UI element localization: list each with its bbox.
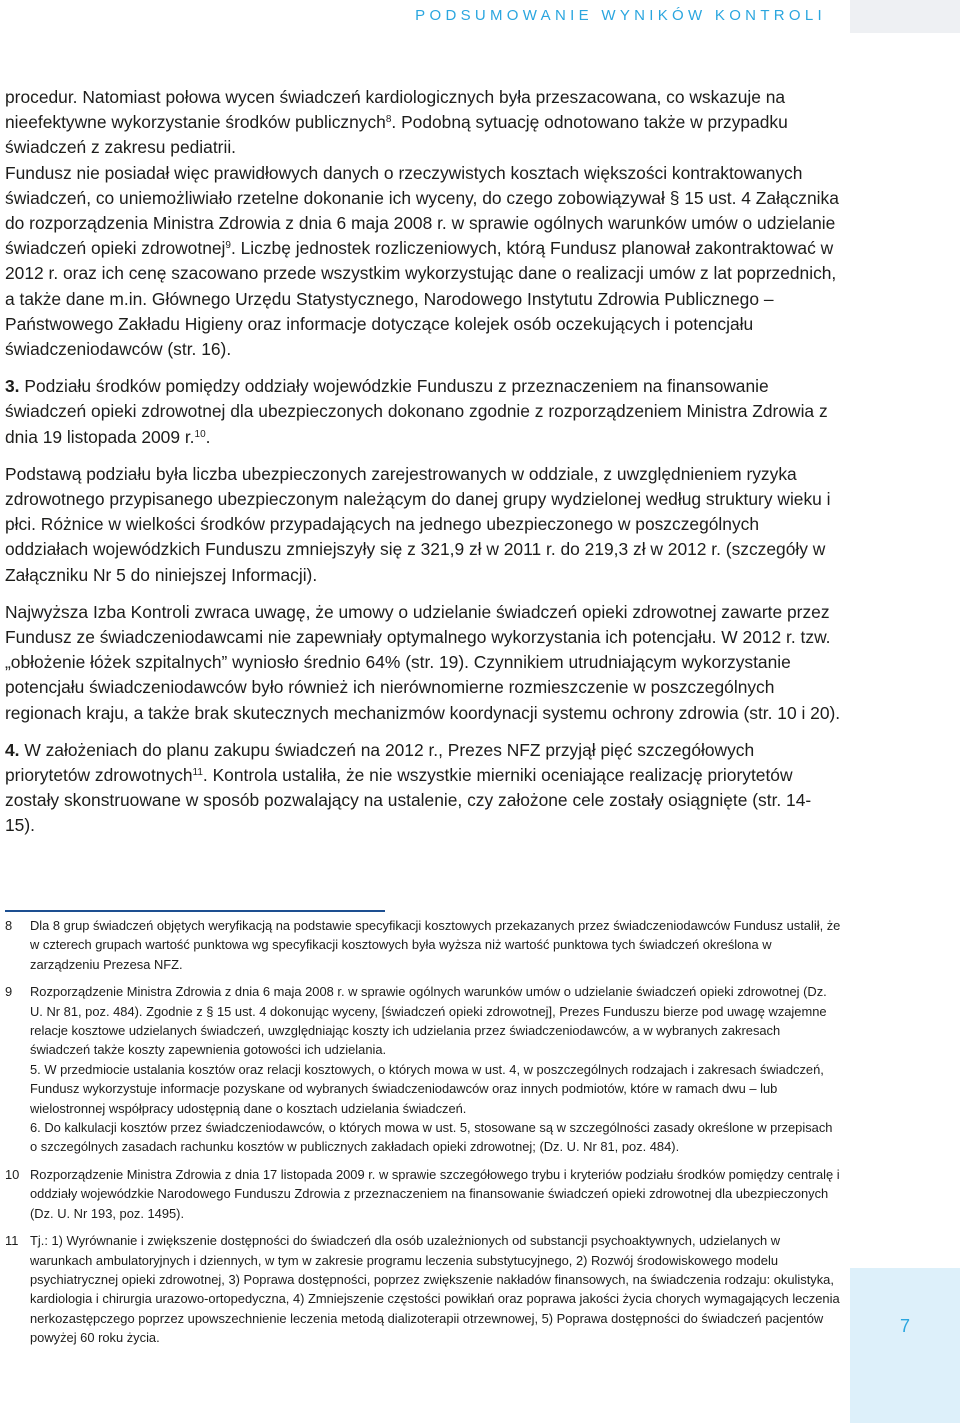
paragraph-2 [5, 161, 841, 363]
text-span: . [205, 426, 211, 447]
footnote-separator [5, 910, 385, 912]
paragraph-6 [5, 738, 841, 839]
text-span: . Liczbę jednostek rozliczeniowych, którą Fundusz planował zakontraktować w 2012 r. oraz ich cenę szacowano przede wszystkim wykorzystując dane o realizacji umów z lat poprzednich, a także dane m.in. Głównego Urzędu Statystycznego, Narodowego Instytutu Zdrowia Publicznego – Państwowego Zakładu Higieny oraz informacje dotyczące kolejek osób oczekujących i potencjału świadczeniodawców (str. 16). [5, 238, 837, 360]
footnote-number: 9 [5, 984, 13, 1000]
page-header [0, 0, 960, 35]
paragraph-4: Podstawą podziału była liczba ubezpieczonych zarejestrowanych w oddziale, z uwzględnieniem ryzyka zdrowotnego przypisanego ubezpieczonym należącym do danej grupy wydzielonej według struktury wieku i płci. Różnice w wielkości środków przypadających na jednego ubezpieczonego w poszczególnych oddziałach wojewódzkich Funduszu zmniejszyły się z 321,9 zł w 2011 r. do 219,3 zł w 2012 r. (szczegóły w Załączniku Nr 5 do niniejszej Informacji). [5, 463, 831, 585]
footnote-text: Rozporządzenie Ministra Zdrowia z dnia 17 listopada 2009 r. w sprawie szczegółowego trybu i kryteriów podziału środków pomiędzy centralę i oddziały wojewódzkie Narodowego Funduszu Zdrowia z przeznaczeniem na finansowanie świadczeń opieki zdrowotnej dla ubezpieczonych (Dz. U. Nr 193, poz. 1495). [30, 1166, 840, 1221]
footnotes [5, 916, 841, 1356]
text-span: . Podobną sytuację odnotowano także w przypadku świadczeń z zakresu pediatrii. [5, 112, 788, 158]
section-number: 3. [5, 376, 20, 397]
paragraph-1 [5, 85, 841, 161]
section-number: 4. [5, 739, 20, 760]
footnote-ref-8[interactable]: 8 [385, 114, 392, 126]
footnote-11 [5, 1231, 841, 1347]
text-span: Podziału środków pomiędzy oddziały wojewódzkie Funduszu z przeznaczeniem na finansowanie świadczeń opieki zdrowotnej dla ubezpieczonych dokonano zgodnie z rozporządzeniem Ministra Zdrowia z dnia 19 listopada 2009 r. [5, 376, 828, 447]
footnote-text: Dla 8 grup świadczeń objętych weryfikacją na podstawie specyfikacji kosztowych przekazanych przez świadczeniodawców Fundusz ustalił, że w czterech grupach wartość punktowa wg specyfikacji kosztowych była wyższa niż wartość punktowa tych świadczeń określona w zarządzeniu Prezesa NFZ. [30, 918, 841, 972]
footnote-ref-10[interactable]: 10 [194, 428, 206, 440]
page-number: 7 [899, 1316, 910, 1336]
footnote-ref-9[interactable]: 9 [225, 240, 231, 252]
footnote-number: 8 [5, 918, 13, 933]
footnote-text: 6. Do kalkulacji kosztów przez świadczeniodawców, o których mowa w ust. 5, stosowane są w szczególności zasady określone w przepisach o szczególnych zasadach rachunku kosztów w publicznych zakładach opieki zdrowotnej; (Dz. U. Nr 81, poz. 484). [30, 1120, 833, 1155]
text-span: Fundusz nie posiadał więc prawidłowych danych o rzeczywistych kosztach większości kontraktowanych świadczeń, co uniemożliwiało rzetelne dokonanie ich wyceny, do czego zobowiązywał § 15 ust. 4 Załącznika do rozporządzenia Ministra Zdrowia z dnia 6 maja 2008 r. w sprawie ogólnych warunków umów o udzielanie świadczeń opieki zdrowotnej [5, 162, 839, 259]
footnote-8 [5, 916, 841, 974]
text-span: . Kontrola ustaliła, że nie wszystkie mierniki oceniające realizację priorytetów zostały skonstruowane w sposób pozwalający na ustalenie, czy założone cele zostały osiągnięte (str. 14-15). [5, 765, 812, 836]
footnote-text: Rozporządzenie Ministra Zdrowia z dnia 6 maja 2008 r. w sprawie ogólnych warunków umów o udzielanie świadczeń opieki zdrowotnej (Dz. U. Nr 81, poz. 484). Zgodnie z § 15 ust. 4 dokonując wyceny, [świadczeń opieki zdrowotnej], Prezes Funduszu bierze pod uwagę wzajemne relacje kosztowe udzielanych świadczeń, uwzględniając koszty ich udzielania przez świadczeniodawców, a w wybranych zakresach świadczeń także koszty zapewnienia gotowości ich udzielania. [30, 984, 827, 1058]
paragraph-5: Najwyższa Izba Kontroli zwraca uwagę, że umowy o udzielanie świadczeń opieki zdrowotnej zawarte przez Fundusz ze świadczeniodawcami nie zapewniały optymalnego wykorzystania ich potencjału. W 2012 r. tzw. „obłożenie łóżek szpitalnych” wyniosło średnio 64% (str. 19). Czynnikiem utrudniającym wykorzystanie potencjału świadczeniodawców było również ich nierównomierne rozmieszczenie w poszczególnych regionach kraju, a także brak skutecznych mechanizmów koordynacji systemu ochrony zdrowia (str. 10 i 20). [5, 601, 841, 723]
footnote-number: 10 [5, 1166, 20, 1182]
main-text [5, 85, 841, 851]
footnote-9 [5, 982, 841, 1157]
paragraph-3 [5, 374, 841, 450]
text-span: procedur. Natomiast połowa wycen świadczeń kardiologicznych była przeszacowana, co wskazuje na nieefektywne wykorzystanie środków publicznych [5, 87, 786, 133]
footnote-text: 5. W przedmiocie ustalania kosztów oraz relacji kosztowych, o których mowa w ust. 4, w poszczególnych rodzajach i zakresach świadczeń, Fundusz wykorzystuje informacje pozyskane od wybranych świadczeniodawców oraz innych podmiotów, które w ramach dwu – lub wielostronnej współpracy udostępnią dane o kosztach udzielania świadczeń. [30, 1061, 824, 1116]
text-span: W założeniach do planu zakupu świadczeń na 2012 r., Prezes NFZ przyjął pięć szczegółowych priorytetów zdrowotnych [5, 739, 755, 786]
footnote-text: Tj.: 1) Wyrównanie i zwiększenie dostępności do świadczeń dla osób uzależnionych od substancji psychoaktywnych, udzielanych w warunkach ambulatoryjnych i dziennych, w tym w zakresie programu leczenia substytucyjnego, 2) Rozwój środowiskowego modelu psychiatrycznej opieki zdrowotnej, 3) Poprawa dostępności, poprzez zwiększenie nakładów finansowych, na świadczenia rodzaju: okulistyka, kardiologia i chirurgia urazowo-ortopedyczna, 4) Zmniejszenie częstości powikłań oraz poprawa jakości życia chorych wymagających leczenia nerkozastępczego poprzez upowszechnienie leczenia metodą dializoterapii otrzewnowej, 5) Poprawa dostępności do świadczeń pacjentów powyżej 60 roku życia. [30, 1233, 840, 1346]
page-number-box [850, 1268, 960, 1423]
footnote-number: 11 [5, 1233, 19, 1249]
footnote-10 [5, 1165, 841, 1223]
running-header-title: PODSUMOWANIE WYNIKÓW KONTROLI [415, 7, 826, 24]
header-decoration [850, 0, 960, 33]
footnote-ref-11[interactable]: 11 [192, 767, 203, 779]
